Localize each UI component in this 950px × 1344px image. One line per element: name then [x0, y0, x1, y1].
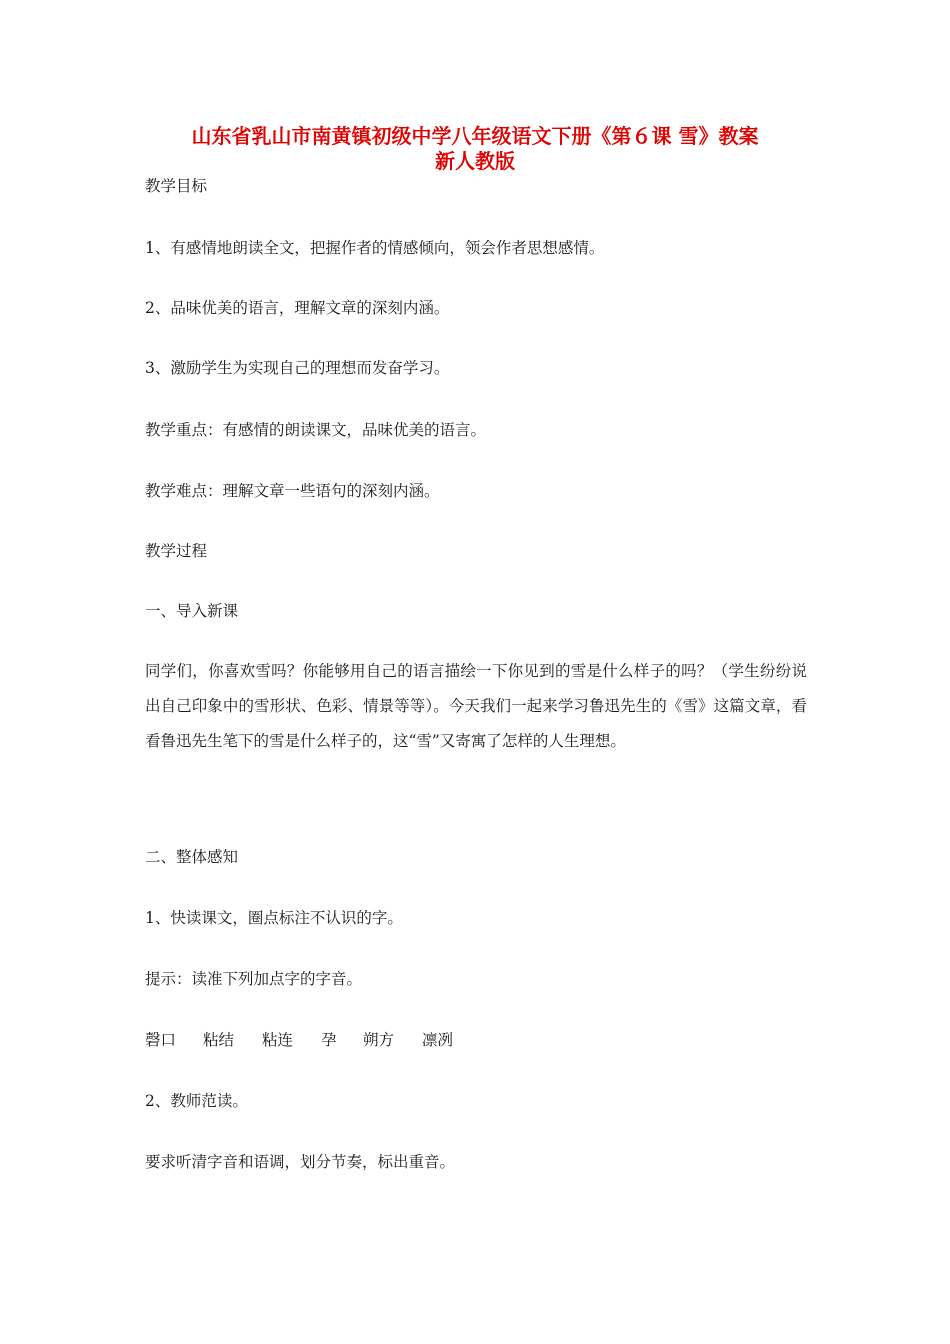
difficulty: 教学难点：理解文章一些语句的深刻内涵。	[145, 482, 440, 500]
section-2-heading: 二、整体感知	[145, 848, 239, 866]
word-item: 凛冽	[422, 1031, 454, 1049]
intro-paragraph: 同学们，你喜欢雪吗？你能够用自己的语言描绘一下你见到的雪是什么样子的吗？（学生纷纷说出自己印象中的雪形状、色彩、情景等等）。今天我们一起来学习鲁迅先生的《雪》这篇文章，看看鲁迅先生笔下的雪是什么样子的，这“雪”又寄寓了怎样的人生理想。	[145, 662, 807, 750]
step-2: 2、教师范读。	[145, 1092, 248, 1110]
document-title-line2: 新人教版	[435, 149, 515, 173]
step-1: 1、快读课文，圈点标注不认识的字。	[145, 909, 403, 927]
word-item: 朔方	[363, 1031, 395, 1049]
goal-3: 3、激励学生为实现自己的理想而发奋学习。	[145, 359, 450, 377]
process-heading: 教学过程	[145, 542, 208, 560]
key-point: 教学重点：有感情的朗读课文，品味优美的语言。	[145, 421, 487, 439]
hint-text: 提示：读准下列加点字的字音。	[145, 970, 363, 988]
requirement-text: 要求听清字音和语调，划分节奏，标出重音。	[145, 1153, 456, 1171]
section-1-heading: 一、导入新课	[145, 602, 239, 620]
word-item: 粘连	[262, 1031, 294, 1049]
word-item: 磬口	[145, 1031, 177, 1049]
word-item: 粘结	[203, 1031, 235, 1049]
goal-2: 2、品味优美的语言，理解文章的深刻内涵。	[145, 299, 450, 317]
goal-1: 1、有感情地朗读全文，把握作者的情感倾向，领会作者思想感情。	[145, 239, 605, 257]
word-item: 孕	[321, 1031, 337, 1049]
document-title-line1: 山东省乳山市南黄镇初级中学八年级语文下册《第６课 雪》教案	[191, 124, 759, 148]
goals-heading: 教学目标	[145, 177, 208, 195]
